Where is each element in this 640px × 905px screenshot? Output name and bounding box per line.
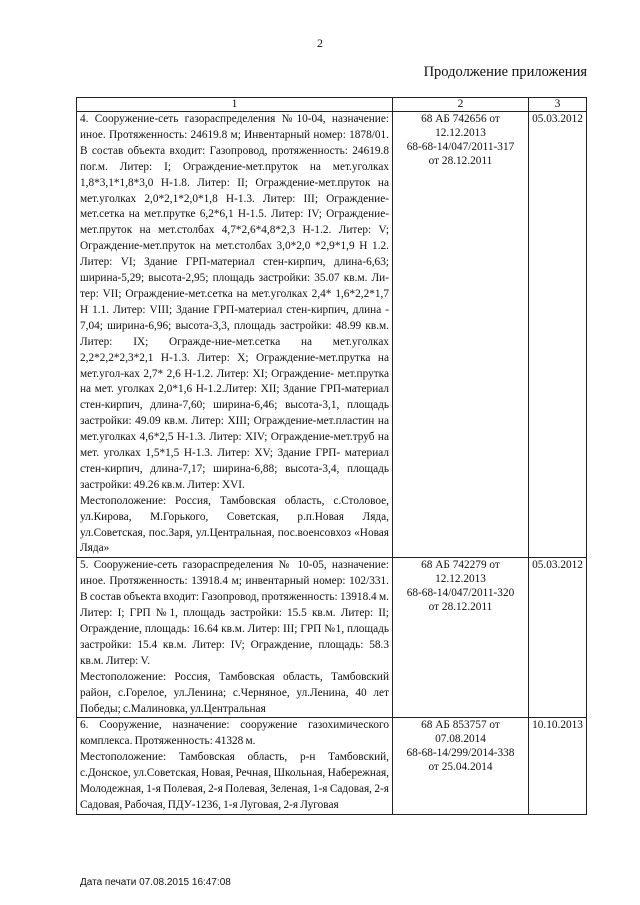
object-description: 6. Сооружение, назначение: сооружение газохимического комплекса. Протяженность: 41328 м. [80, 719, 389, 748]
certificate-date: 07.08.2014 [435, 733, 486, 746]
certificate-number: 68 АБ 742656 от [421, 113, 500, 125]
registration-date: от 25.04.2014 [428, 761, 493, 774]
certificate-number: 68 АБ 742279 от [421, 559, 500, 572]
object-location: Местоположение: Тамбовская область, р-н Тамбовский, с.Донское, ул.Советская, Новая, Речная, Школьная, Набережная, Молодежная, 1-я Полевая, 2-я Полевая, Зеленая, 1-я Садовая, 2-я Садовая, Рабочая, ПДУ-1236, 1-я Луговая, 2-я Луговая [80, 751, 389, 811]
certificate-date: 12.12.2013 [435, 573, 486, 586]
page-number: 2 [317, 36, 323, 50]
object-location: Местоположение: Россия, Тамбовская область, Тамбовский район, с.Горелое, ул.Ленина; с.Черняное, ул.Ленина, 40 лет Победы; с.Малиновка, ул.Центральная [80, 670, 389, 715]
column-header-3: 3 [529, 98, 587, 112]
registration-number: 68-68-14/299/2014-338 [406, 747, 515, 760]
date-cell: 05.03.2012 [529, 112, 587, 558]
column-header-2: 2 [393, 98, 529, 112]
certificate-number: 68 АБ 853757 от [421, 719, 500, 732]
object-description: 5. Сооружение-сеть газораспределения № 10-05, назначение: иное. Протяженность: 13918.4 м; инвентарный номер: 102/331. В состав объекта входит: Газопровод, протяженность: 13918.4 м. Литер: I; ГРП №1, площадь застройки: 15.5 кв.м. Литер: II; Ограждение, площадь: 16.64 кв.м. Литер: III; ГРП №1, площадь застройки: 15.4 кв.м. Литер: IV; Ограждение, площадь: 58.3 кв.м. Литер: V. [80, 559, 389, 667]
registration-date: от 28.12.2011 [428, 155, 493, 167]
object-location: Местоположение: Россия, Тамбовская область, с.Столовое, ул.Кирова, М.Горького, Советская, р.п.Новая Ляда, ул.Советская, пос.Заря, ул.Центральная, пос.военсовхоз «Новая Ляда» [80, 494, 389, 555]
table-row [77, 558, 587, 718]
column-header-1: 1 [77, 98, 393, 112]
object-description-cell [77, 112, 393, 558]
date-cell: 10.10.2013 [529, 718, 587, 814]
registration-cell [393, 558, 529, 718]
table-row [77, 112, 587, 558]
registration-number: 68-68-14/047/2011-320 [406, 587, 515, 600]
registry-table [76, 97, 587, 815]
print-date: Дата печати 07.08.2015 16:47:08 [80, 877, 231, 888]
object-description-cell [77, 558, 393, 718]
certificate-date: 12.12.2013 [435, 127, 486, 139]
registration-date: от 28.12.2011 [428, 601, 493, 614]
table-row [77, 718, 587, 814]
table-header-row [77, 98, 587, 112]
registration-cell [393, 718, 529, 814]
object-description-cell [77, 718, 393, 814]
object-description: 4. Сооружение-сеть газораспределения №10-04, назначение: иное. Протяженность: 24619.8 м; Инвентарный номер: 1878/01. В состав объекта входит: Газопровод, протяженность: 24619.8 пог.м. Литер: I; Ограждение-мет.пруток на мет.уголках 1,8*3,1*1,8*3,0 Н-1.8. Литер: II; Ограждение-мет.пруток на мет.уголках 2,0*2,1*2,0*1,8 Н-1.3. Литер: III; Ограждение-мет.сетка на мет.прутке 6,2*6,1 Н-1.5. Литер: IV; Ограждение-мет.пруток на мет.столбах 4,7*2,6*4,8*2,3 Н-1.2. Литер: V; Ограждение-мет.пруток на мет.столбах 3,0*2,0 *2,9*1,9 Н 1.2. Литер: VI; Здание ГРП-материал стен-кирпич, длина-6,63; ширина-5,29; высота-2,95; площадь застройки: 35.07 кв.м. Ли-тер: VII; Ограждение-мет.сетка на мет.уголках 2,4* 1,6*2,2*1,7 Н 1.1. Литер: VIII; Здание ГРП-материал стен-кирпич, длина - 7,04; ширина-6,96; высота-3,3, площадь застройки: 48.99 кв.м. Литер: IX; Огражде-ние-мет.сетка на мет.уголках 2,2*2,2*2,3*2,1 Н-1.3. Литер: X; Ограждение-мет.прутка на мет.угол-ках 2,7* 2,6 Н-1.2. Литер: XI; Ограждение- мет.прутка на мет. уголках 2,0*1,6 Н-1.2.Литер: XII; Здание ГРП-материал стен-кирпич, длина-7,60; ширина-6,46; высота-3,1, площадь застройки: 49.09 кв.м. Литер: XIII; Ограждение-мет.пластин на мет.уголках 4,6*2,5 Н-1.3. Литер: XIV; Ограждение-мет.труб на мет. уголках 1,5*1,5 Н-1.3. Литер: XV; Здание ГРП- материал стен-кирпич, длина-7,17; ширина-6,88; высота-3,4, площадь застройки: 49.26 кв.м. Литер: XVI. [80, 113, 389, 491]
registration-cell [393, 112, 529, 558]
appendix-continuation-heading: Продолжение приложения [423, 64, 587, 80]
date-cell: 05.03.2012 [529, 558, 587, 718]
registration-number: 68-68-14/047/2011-317 [406, 141, 515, 153]
